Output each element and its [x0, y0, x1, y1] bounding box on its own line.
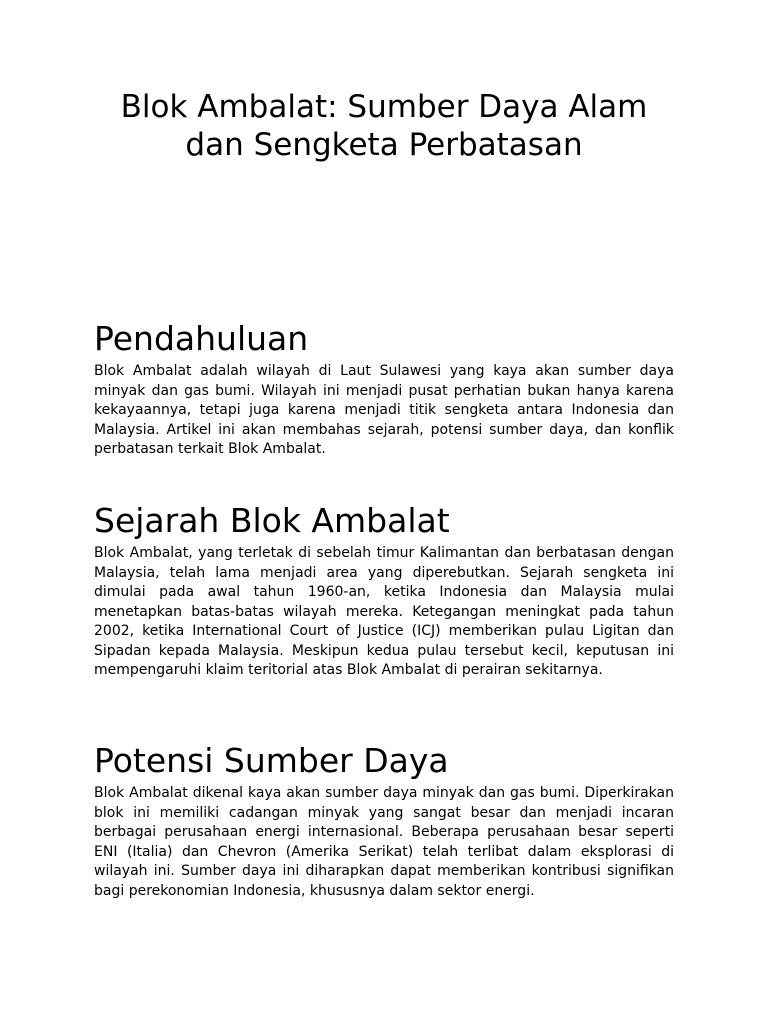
section-sejarah	[94, 501, 674, 681]
document-title: Blok Ambalat: Sumber Daya Alam dan Sengketa Perbatasan	[120, 89, 648, 163]
section-heading: Potensi Sumber Daya	[94, 741, 449, 780]
section-body: Blok Ambalat, yang terletak di sebelah timur Kalimantan dan berbatasan dengan Malaysia, telah lama menjadi area yang diperebutkan. Sejarah sengketa ini dimulai pada awal tahun 1960-an, ketika Indonesia dan Malaysia mulai menetapkan batas-batas wilayah mereka. Ketegangan meningkat pada tahun 2002, ketika International Court of Justice (ICJ) memberikan pulau Ligitan dan Sipadan kepada Malaysia. Meskipun kedua pulau tersebut kecil, keputusan ini mempengaruhi klaim teritorial atas Blok Ambalat di perairan sekitarnya.	[94, 545, 674, 678]
section-body: Blok Ambalat dikenal kaya akan sumber daya minyak dan gas bumi. Diperkirakan blok ini memiliki cadangan minyak yang sangat besar dan menjadi incaran berbagai perusahaan energi internasional. Beberapa perusahaan besar seperti ENI (Italia) dan Chevron (Amerika Serikat) telah terlibat dalam eksplorasi di wilayah ini. Sumber daya ini diharapkan dapat memberikan kontribusi signifikan bagi perekonomian Indonesia, khususnya dalam sektor energi.	[94, 785, 674, 899]
section-body: Blok Ambalat adalah wilayah di Laut Sulawesi yang kaya akan sumber daya minyak dan gas bumi. Wilayah ini menjadi pusat perhatian bukan hanya karena kekayaannya, tetapi juga karena menjadi titik sengketa antara Indonesia dan Malaysia. Artikel ini akan membahas sejarah, potensi sumber daya, dan konflik perbatasan terkait Blok Ambalat.	[94, 363, 674, 457]
section-potensi	[94, 741, 674, 901]
section-heading: Pendahuluan	[94, 319, 309, 358]
section-pendahuluan	[94, 319, 674, 460]
section-heading: Sejarah Blok Ambalat	[94, 501, 450, 540]
